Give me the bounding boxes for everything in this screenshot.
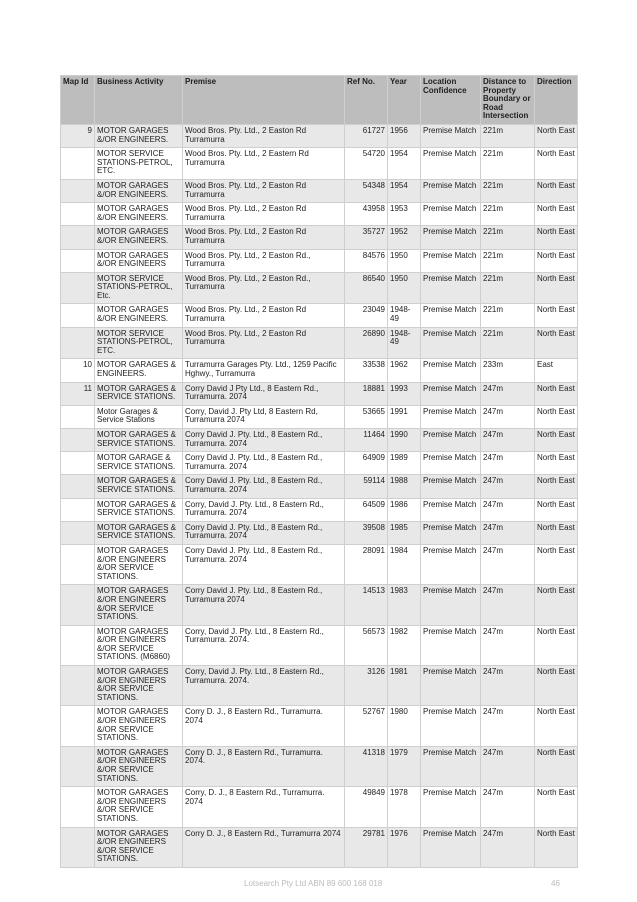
cell-map-id xyxy=(61,521,95,544)
cell-map-id xyxy=(61,625,95,665)
cell-location-confidence: Premise Match xyxy=(421,304,481,327)
cell-distance: 247m xyxy=(481,429,535,452)
cell-map-id: 9 xyxy=(61,124,95,147)
table-row xyxy=(61,272,578,304)
cell-map-id xyxy=(61,498,95,521)
header-location-confidence: Location Confidence xyxy=(421,76,481,125)
cell-distance: 247m xyxy=(481,405,535,428)
cell-year: 1956 xyxy=(388,124,421,147)
cell-business-activity: MOTOR GARAGES &/OR ENGINEERS. xyxy=(95,124,183,147)
cell-business-activity: Motor Garages & Service Stations xyxy=(95,405,183,428)
cell-distance: 247m xyxy=(481,827,535,867)
cell-premise: Wood Bros. Pty. Ltd., 2 Easton Rd., Turramurra xyxy=(183,249,345,272)
table-row xyxy=(61,452,578,475)
table-row xyxy=(61,787,578,827)
footer-company-text: Lotsearch Pty Ltd ABN 89 600 168 018 xyxy=(244,879,383,888)
cell-location-confidence: Premise Match xyxy=(421,359,481,382)
cell-direction: North East xyxy=(535,498,578,521)
cell-business-activity: MOTOR GARAGES &/OR ENGINEERS &/OR SERVICE STATIONS. xyxy=(95,666,183,706)
cell-ref-no: 54720 xyxy=(345,148,388,180)
cell-year: 1986 xyxy=(388,498,421,521)
cell-premise: Wood Bros. Pty. Ltd., 2 Easton Rd Turramurra xyxy=(183,226,345,249)
table-row xyxy=(61,226,578,249)
cell-map-id xyxy=(61,203,95,226)
cell-premise: Corry D. J., 8 Eastern Rd., Turramurra. 2074 xyxy=(183,706,345,746)
cell-distance: 221m xyxy=(481,327,535,359)
cell-year: 1985 xyxy=(388,521,421,544)
table-row xyxy=(61,746,578,786)
cell-business-activity: MOTOR GARAGES &/OR ENGINEERS &/OR SERVICE STATIONS. xyxy=(95,787,183,827)
cell-year: 1988 xyxy=(388,475,421,498)
cell-distance: 233m xyxy=(481,359,535,382)
cell-business-activity: MOTOR GARAGE & SERVICE STATIONS. xyxy=(95,452,183,475)
table-row xyxy=(61,359,578,382)
cell-direction: North East xyxy=(535,521,578,544)
cell-distance: 247m xyxy=(481,585,535,625)
cell-location-confidence: Premise Match xyxy=(421,544,481,584)
cell-year: 1952 xyxy=(388,226,421,249)
cell-distance: 221m xyxy=(481,226,535,249)
cell-ref-no: 23049 xyxy=(345,304,388,327)
table-row xyxy=(61,498,578,521)
header-business-activity: Business Activity xyxy=(95,76,183,125)
cell-direction: North East xyxy=(535,429,578,452)
cell-business-activity: MOTOR SERVICE STATIONS-PETROL, ETC. xyxy=(95,148,183,180)
cell-distance: 221m xyxy=(481,272,535,304)
cell-premise: Corry David J. Pty. Ltd., 8 Eastern Rd., Turramurra. 2074 xyxy=(183,452,345,475)
cell-location-confidence: Premise Match xyxy=(421,203,481,226)
cell-direction: North East xyxy=(535,625,578,665)
cell-ref-no: 28091 xyxy=(345,544,388,584)
cell-premise: Wood Bros. Pty. Ltd., 2 Easton Rd Turramurra xyxy=(183,124,345,147)
table-row xyxy=(61,706,578,746)
header-distance: Distance to Property Boundary or Road Intersection xyxy=(481,76,535,125)
cell-direction: North East xyxy=(535,382,578,405)
cell-ref-no: 49849 xyxy=(345,787,388,827)
cell-year: 1979 xyxy=(388,746,421,786)
cell-direction: North East xyxy=(535,827,578,867)
cell-location-confidence: Premise Match xyxy=(421,249,481,272)
cell-direction: North East xyxy=(535,666,578,706)
cell-distance: 247m xyxy=(481,382,535,405)
cell-ref-no: 53665 xyxy=(345,405,388,428)
table-row xyxy=(61,666,578,706)
cell-distance: 247m xyxy=(481,666,535,706)
cell-ref-no: 11464 xyxy=(345,429,388,452)
table-row xyxy=(61,382,578,405)
cell-business-activity: MOTOR GARAGES &/OR ENGINEERS &/OR SERVICE STATIONS. xyxy=(95,827,183,867)
cell-location-confidence: Premise Match xyxy=(421,585,481,625)
cell-year: 1976 xyxy=(388,827,421,867)
table-row xyxy=(61,203,578,226)
table-body xyxy=(61,124,578,867)
cell-premise: Corry, David J. Pty. Ltd., 8 Eastern Rd., Turramurra. 2074. xyxy=(183,666,345,706)
cell-premise: Corry D. J., 8 Eastern Rd., Turramurra. 2074. xyxy=(183,746,345,786)
cell-ref-no: 33538 xyxy=(345,359,388,382)
cell-direction: North East xyxy=(535,544,578,584)
cell-year: 1978 xyxy=(388,787,421,827)
cell-map-id xyxy=(61,475,95,498)
cell-map-id xyxy=(61,787,95,827)
cell-direction: North East xyxy=(535,475,578,498)
cell-distance: 247m xyxy=(481,706,535,746)
cell-premise: Corry, David J. Pty Ltd, 8 Eastern Rd, Turramurra 2074 xyxy=(183,405,345,428)
table-row xyxy=(61,625,578,665)
cell-direction: North East xyxy=(535,452,578,475)
header-map-id: Map Id xyxy=(61,76,95,125)
cell-ref-no: 35727 xyxy=(345,226,388,249)
cell-year: 1981 xyxy=(388,666,421,706)
cell-direction: North East xyxy=(535,706,578,746)
cell-premise: Corry David J. Pty. Ltd., 8 Eastern Rd., Turramurra 2074 xyxy=(183,585,345,625)
cell-location-confidence: Premise Match xyxy=(421,666,481,706)
cell-year: 1983 xyxy=(388,585,421,625)
page-number: 46 xyxy=(551,879,560,888)
cell-direction: East xyxy=(535,359,578,382)
cell-map-id xyxy=(61,179,95,202)
cell-distance: 247m xyxy=(481,787,535,827)
cell-ref-no: 61727 xyxy=(345,124,388,147)
cell-business-activity: MOTOR GARAGES & ENGINEERS. xyxy=(95,359,183,382)
cell-location-confidence: Premise Match xyxy=(421,327,481,359)
cell-business-activity: MOTOR SERVICE STATIONS-PETROL, ETC. xyxy=(95,327,183,359)
table-row xyxy=(61,124,578,147)
cell-map-id xyxy=(61,327,95,359)
table-row xyxy=(61,249,578,272)
cell-location-confidence: Premise Match xyxy=(421,475,481,498)
cell-business-activity: MOTOR GARAGES &/OR ENGINEERS &/OR SERVICE STATIONS. (M6860) xyxy=(95,625,183,665)
cell-ref-no: 56573 xyxy=(345,625,388,665)
header-direction: Direction xyxy=(535,76,578,125)
cell-year: 1993 xyxy=(388,382,421,405)
cell-location-confidence: Premise Match xyxy=(421,272,481,304)
cell-location-confidence: Premise Match xyxy=(421,706,481,746)
header-year: Year xyxy=(388,76,421,125)
cell-map-id xyxy=(61,249,95,272)
cell-premise: Wood Bros. Pty. Ltd., 2 Easton Rd., Turramurra xyxy=(183,272,345,304)
cell-distance: 247m xyxy=(481,521,535,544)
cell-ref-no: 14513 xyxy=(345,585,388,625)
cell-year: 1950 xyxy=(388,249,421,272)
cell-location-confidence: Premise Match xyxy=(421,827,481,867)
table-row xyxy=(61,327,578,359)
cell-business-activity: MOTOR GARAGES &/OR ENGINEERS. xyxy=(95,226,183,249)
cell-distance: 221m xyxy=(481,203,535,226)
cell-year: 1950 xyxy=(388,272,421,304)
cell-distance: 247m xyxy=(481,544,535,584)
cell-business-activity: MOTOR GARAGES & SERVICE STATIONS. xyxy=(95,521,183,544)
cell-map-id xyxy=(61,746,95,786)
cell-location-confidence: Premise Match xyxy=(421,179,481,202)
cell-location-confidence: Premise Match xyxy=(421,124,481,147)
cell-year: 1948-49 xyxy=(388,304,421,327)
cell-map-id: 10 xyxy=(61,359,95,382)
table-row xyxy=(61,827,578,867)
cell-distance: 221m xyxy=(481,124,535,147)
cell-year: 1980 xyxy=(388,706,421,746)
cell-premise: Corry David J. Pty. Ltd., 8 Eastern Rd., Turramurra. 2074 xyxy=(183,544,345,584)
cell-premise: Corry David J. Pty. Ltd., 8 Eastern Rd., Turramurra. 2074 xyxy=(183,475,345,498)
cell-year: 1984 xyxy=(388,544,421,584)
cell-business-activity: MOTOR GARAGES & SERVICE STATIONS. xyxy=(95,429,183,452)
cell-location-confidence: Premise Match xyxy=(421,498,481,521)
cell-year: 1990 xyxy=(388,429,421,452)
cell-direction: North East xyxy=(535,226,578,249)
cell-direction: North East xyxy=(535,249,578,272)
table-row xyxy=(61,544,578,584)
cell-premise: Wood Bros. Pty. Ltd., 2 Easton Rd Turramurra xyxy=(183,327,345,359)
cell-year: 1989 xyxy=(388,452,421,475)
cell-premise: Wood Bros. Pty. Ltd., 2 Easton Rd Turramurra xyxy=(183,179,345,202)
cell-location-confidence: Premise Match xyxy=(421,521,481,544)
table-row xyxy=(61,304,578,327)
cell-map-id xyxy=(61,452,95,475)
cell-ref-no: 86540 xyxy=(345,272,388,304)
cell-ref-no: 29781 xyxy=(345,827,388,867)
cell-map-id xyxy=(61,544,95,584)
cell-business-activity: MOTOR GARAGES & SERVICE STATIONS. xyxy=(95,498,183,521)
cell-location-confidence: Premise Match xyxy=(421,452,481,475)
cell-premise: Corry D. J., 8 Eastern Rd., Turramurra 2074 xyxy=(183,827,345,867)
cell-location-confidence: Premise Match xyxy=(421,226,481,249)
table-row xyxy=(61,475,578,498)
cell-business-activity: MOTOR GARAGES &/OR ENGINEERS xyxy=(95,249,183,272)
cell-business-activity: MOTOR GARAGES &/OR ENGINEERS. xyxy=(95,203,183,226)
cell-distance: 247m xyxy=(481,498,535,521)
cell-distance: 221m xyxy=(481,179,535,202)
cell-ref-no: 59114 xyxy=(345,475,388,498)
cell-year: 1953 xyxy=(388,203,421,226)
cell-map-id xyxy=(61,585,95,625)
cell-premise: Turramurra Garages Pty. Ltd., 1259 Pacific Hghwy., Turramurra xyxy=(183,359,345,382)
cell-year: 1991 xyxy=(388,405,421,428)
cell-map-id: 11 xyxy=(61,382,95,405)
cell-ref-no: 41318 xyxy=(345,746,388,786)
cell-map-id xyxy=(61,272,95,304)
cell-ref-no: 39508 xyxy=(345,521,388,544)
cell-year: 1962 xyxy=(388,359,421,382)
cell-business-activity: MOTOR GARAGES &/OR ENGINEERS. xyxy=(95,179,183,202)
cell-year: 1948-49 xyxy=(388,327,421,359)
cell-ref-no: 64509 xyxy=(345,498,388,521)
table-row xyxy=(61,179,578,202)
cell-map-id xyxy=(61,405,95,428)
cell-business-activity: MOTOR GARAGES &/OR ENGINEERS. xyxy=(95,304,183,327)
cell-direction: North East xyxy=(535,327,578,359)
cell-premise: Corry, David J. Pty. Ltd., 8 Eastern Rd., Turramurra. 2074. xyxy=(183,625,345,665)
cell-ref-no: 18881 xyxy=(345,382,388,405)
cell-map-id xyxy=(61,148,95,180)
cell-distance: 221m xyxy=(481,148,535,180)
cell-direction: North East xyxy=(535,746,578,786)
cell-distance: 221m xyxy=(481,304,535,327)
business-directory-table xyxy=(60,75,578,868)
cell-year: 1954 xyxy=(388,179,421,202)
cell-direction: North East xyxy=(535,787,578,827)
cell-premise: Wood Bros. Pty. Ltd., 2 Eastern Rd Turramurra xyxy=(183,148,345,180)
table-row xyxy=(61,585,578,625)
header-premise: Premise xyxy=(183,76,345,125)
cell-premise: Corry David J. Pty. Ltd., 8 Eastern Rd., Turramurra. 2074 xyxy=(183,429,345,452)
cell-direction: North East xyxy=(535,124,578,147)
cell-business-activity: MOTOR GARAGES &/OR ENGINEERS &/OR SERVICE STATIONS. xyxy=(95,544,183,584)
table-row xyxy=(61,405,578,428)
cell-distance: 247m xyxy=(481,452,535,475)
cell-year: 1982 xyxy=(388,625,421,665)
cell-location-confidence: Premise Match xyxy=(421,382,481,405)
cell-business-activity: MOTOR GARAGES &/OR ENGINEERS &/OR SERVICE STATIONS. xyxy=(95,706,183,746)
cell-distance: 247m xyxy=(481,625,535,665)
cell-direction: North East xyxy=(535,585,578,625)
cell-premise: Corry David J. Pty. Ltd., 8 Eastern Rd., Turramurra. 2074 xyxy=(183,521,345,544)
cell-direction: North East xyxy=(535,203,578,226)
cell-map-id xyxy=(61,706,95,746)
cell-ref-no: 52767 xyxy=(345,706,388,746)
cell-location-confidence: Premise Match xyxy=(421,148,481,180)
cell-location-confidence: Premise Match xyxy=(421,625,481,665)
table-row xyxy=(61,429,578,452)
cell-business-activity: MOTOR GARAGES & SERVICE STATIONS. xyxy=(95,382,183,405)
cell-direction: North East xyxy=(535,304,578,327)
cell-ref-no: 54348 xyxy=(345,179,388,202)
cell-direction: North East xyxy=(535,272,578,304)
cell-direction: North East xyxy=(535,148,578,180)
cell-ref-no: 43958 xyxy=(345,203,388,226)
cell-business-activity: MOTOR GARAGES &/OR ENGINEERS &/OR SERVICE STATIONS. xyxy=(95,746,183,786)
cell-premise: Corry, D. J., 8 Eastern Rd., Turramurra. 2074 xyxy=(183,787,345,827)
header-ref-no: Ref No. xyxy=(345,76,388,125)
cell-business-activity: MOTOR GARAGES & SERVICE STATIONS. xyxy=(95,475,183,498)
cell-map-id xyxy=(61,827,95,867)
cell-map-id xyxy=(61,226,95,249)
cell-year: 1954 xyxy=(388,148,421,180)
cell-premise: Corry David J Pty Ltd., 8 Eastern Rd., Turramurra. 2074 xyxy=(183,382,345,405)
cell-distance: 247m xyxy=(481,475,535,498)
cell-direction: North East xyxy=(535,179,578,202)
cell-ref-no: 26890 xyxy=(345,327,388,359)
cell-map-id xyxy=(61,304,95,327)
cell-premise: Corry, David J. Pty. Ltd., 8 Eastern Rd., Turramurra. 2074 xyxy=(183,498,345,521)
cell-business-activity: MOTOR GARAGES &/OR ENGINEERS &/OR SERVICE STATIONS. xyxy=(95,585,183,625)
cell-premise: Wood Bros. Pty. Ltd., 2 Easton Rd Turramurra xyxy=(183,203,345,226)
cell-location-confidence: Premise Match xyxy=(421,405,481,428)
cell-map-id xyxy=(61,429,95,452)
cell-location-confidence: Premise Match xyxy=(421,746,481,786)
table-row xyxy=(61,521,578,544)
cell-business-activity: MOTOR SERVICE STATIONS-PETROL, Etc. xyxy=(95,272,183,304)
cell-ref-no: 84576 xyxy=(345,249,388,272)
cell-direction: North East xyxy=(535,405,578,428)
cell-location-confidence: Premise Match xyxy=(421,429,481,452)
cell-ref-no: 3126 xyxy=(345,666,388,706)
table-row xyxy=(61,148,578,180)
cell-distance: 221m xyxy=(481,249,535,272)
cell-map-id xyxy=(61,666,95,706)
cell-distance: 247m xyxy=(481,746,535,786)
cell-location-confidence: Premise Match xyxy=(421,787,481,827)
cell-premise: Wood Bros. Pty. Ltd., 2 Easton Rd Turramurra xyxy=(183,304,345,327)
cell-ref-no: 64909 xyxy=(345,452,388,475)
table-header-row xyxy=(61,76,578,125)
